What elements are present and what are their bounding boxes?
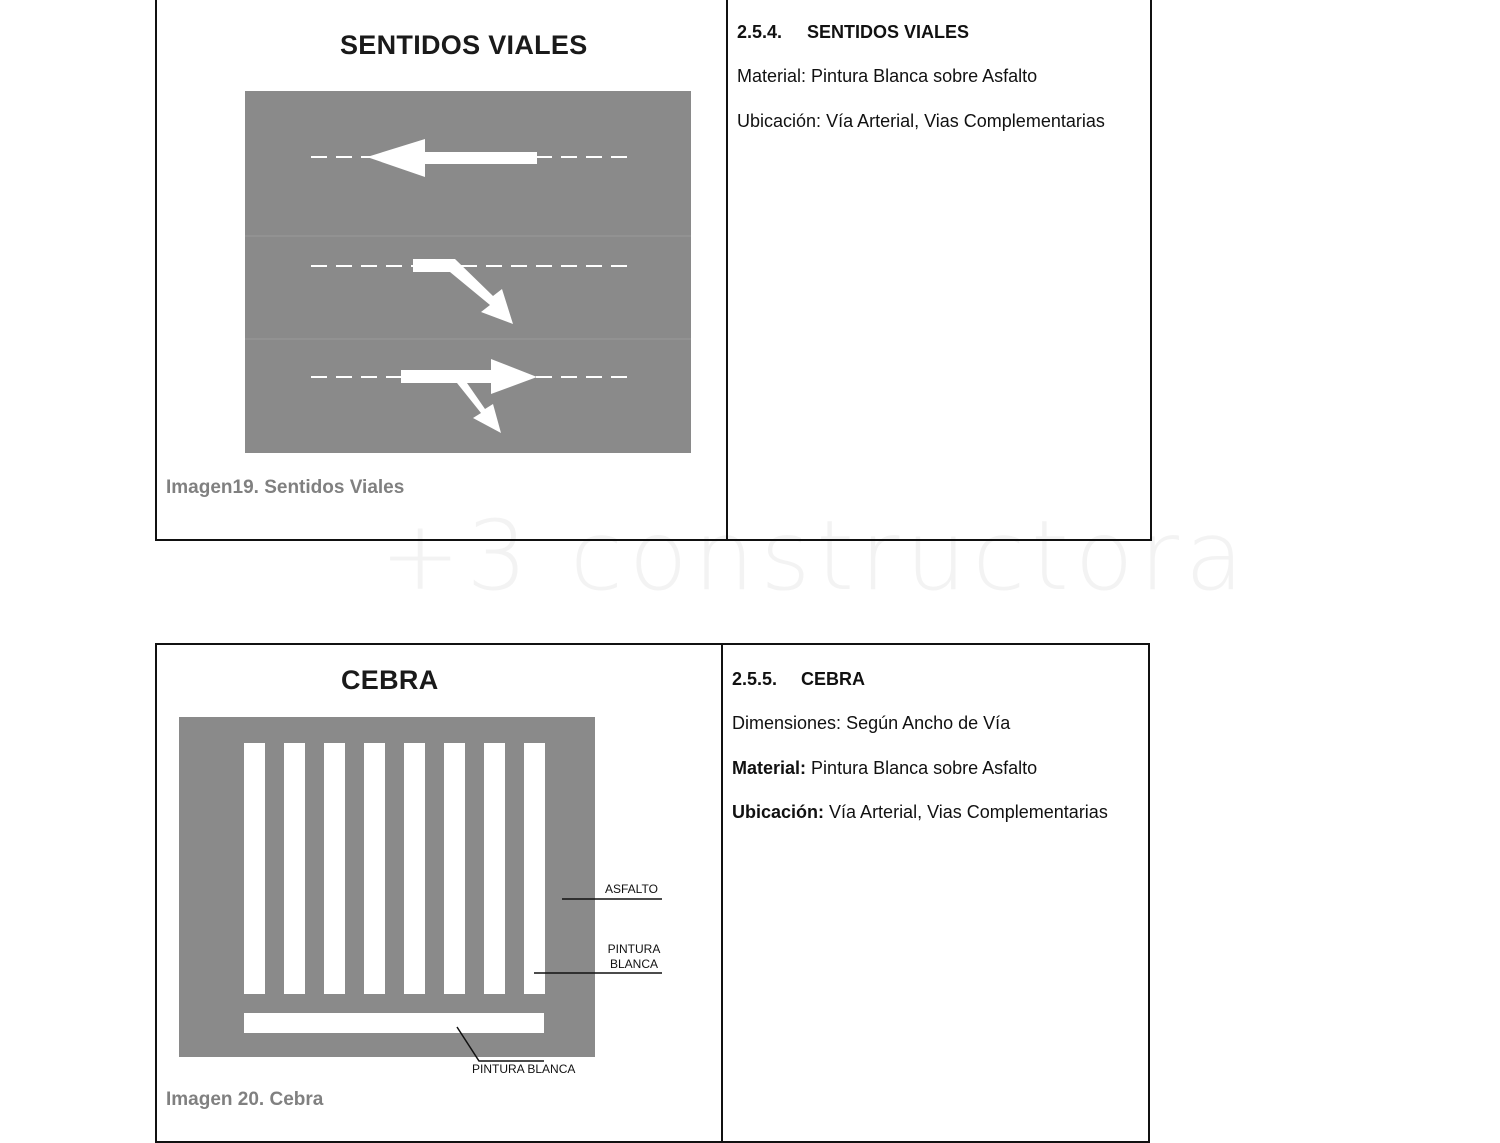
zebra-stripe [244,743,265,994]
text-column [732,645,1147,1125]
road-directions-diagram [245,91,691,453]
figure-caption: Imagen 20. Cebra [166,1089,324,1110]
location-line [732,802,1108,823]
zebra-stripe [484,743,505,994]
stop-bar [244,1013,544,1033]
material-line [737,66,1037,87]
column-divider [721,645,723,1141]
zebra-stripe [284,743,305,994]
zebra-stripe [524,743,545,994]
zebra-crossing-diagram [179,717,667,1087]
section-heading [737,22,969,43]
section-cebra [155,643,1150,1143]
location-label: Ubicación: [732,802,825,822]
material-label: Material: [732,758,807,778]
zebra-stripe [364,743,385,994]
location-line [737,111,1105,132]
zebra-stripe [404,743,425,994]
heading-number: 2.5.5. [732,669,778,689]
zebra-stripe [444,743,465,994]
text-column [737,0,1147,538]
dimensions-line [732,713,1010,734]
section-sentidos-viales [155,0,1152,541]
location-label: Ubicación: [737,111,822,131]
material-value: Pintura Blanca sobre Asfalto [811,66,1038,86]
heading-number: 2.5.4. [737,22,783,42]
label-pintura-line2: BLANCA [609,957,659,971]
location-value: Vía Arterial, Vias Complementarias [826,111,1105,131]
column-divider [726,0,728,539]
label-pintura-blanca [604,942,664,972]
material-value: Pintura Blanca sobre Asfalto [811,758,1038,778]
location-value: Vía Arterial, Vias Complementarias [829,802,1108,822]
figure-title-cebra: CEBRA [341,665,439,695]
material-line [732,758,1037,779]
material-label: Material: [737,66,807,86]
section-heading [732,669,865,690]
label-pintura-blanca-bottom: PINTURA BLANCA [472,1062,576,1076]
zebra-stripe [324,743,345,994]
heading-title: SENTIDOS VIALES [807,22,970,42]
dimensions-value: Según Ancho de Vía [846,713,1011,733]
label-pintura-line1: PINTURA [607,942,661,956]
label-asfalto: ASFALTO [605,882,658,896]
watermark-text: +3 constructora [380,500,1250,612]
heading-title: CEBRA [801,669,866,689]
dimensions-label: Dimensiones: [732,713,842,733]
figure-title-sentidos-viales: SENTIDOS VIALES [340,30,588,60]
figure-caption: Imagen19. Sentidos Viales [166,477,405,498]
